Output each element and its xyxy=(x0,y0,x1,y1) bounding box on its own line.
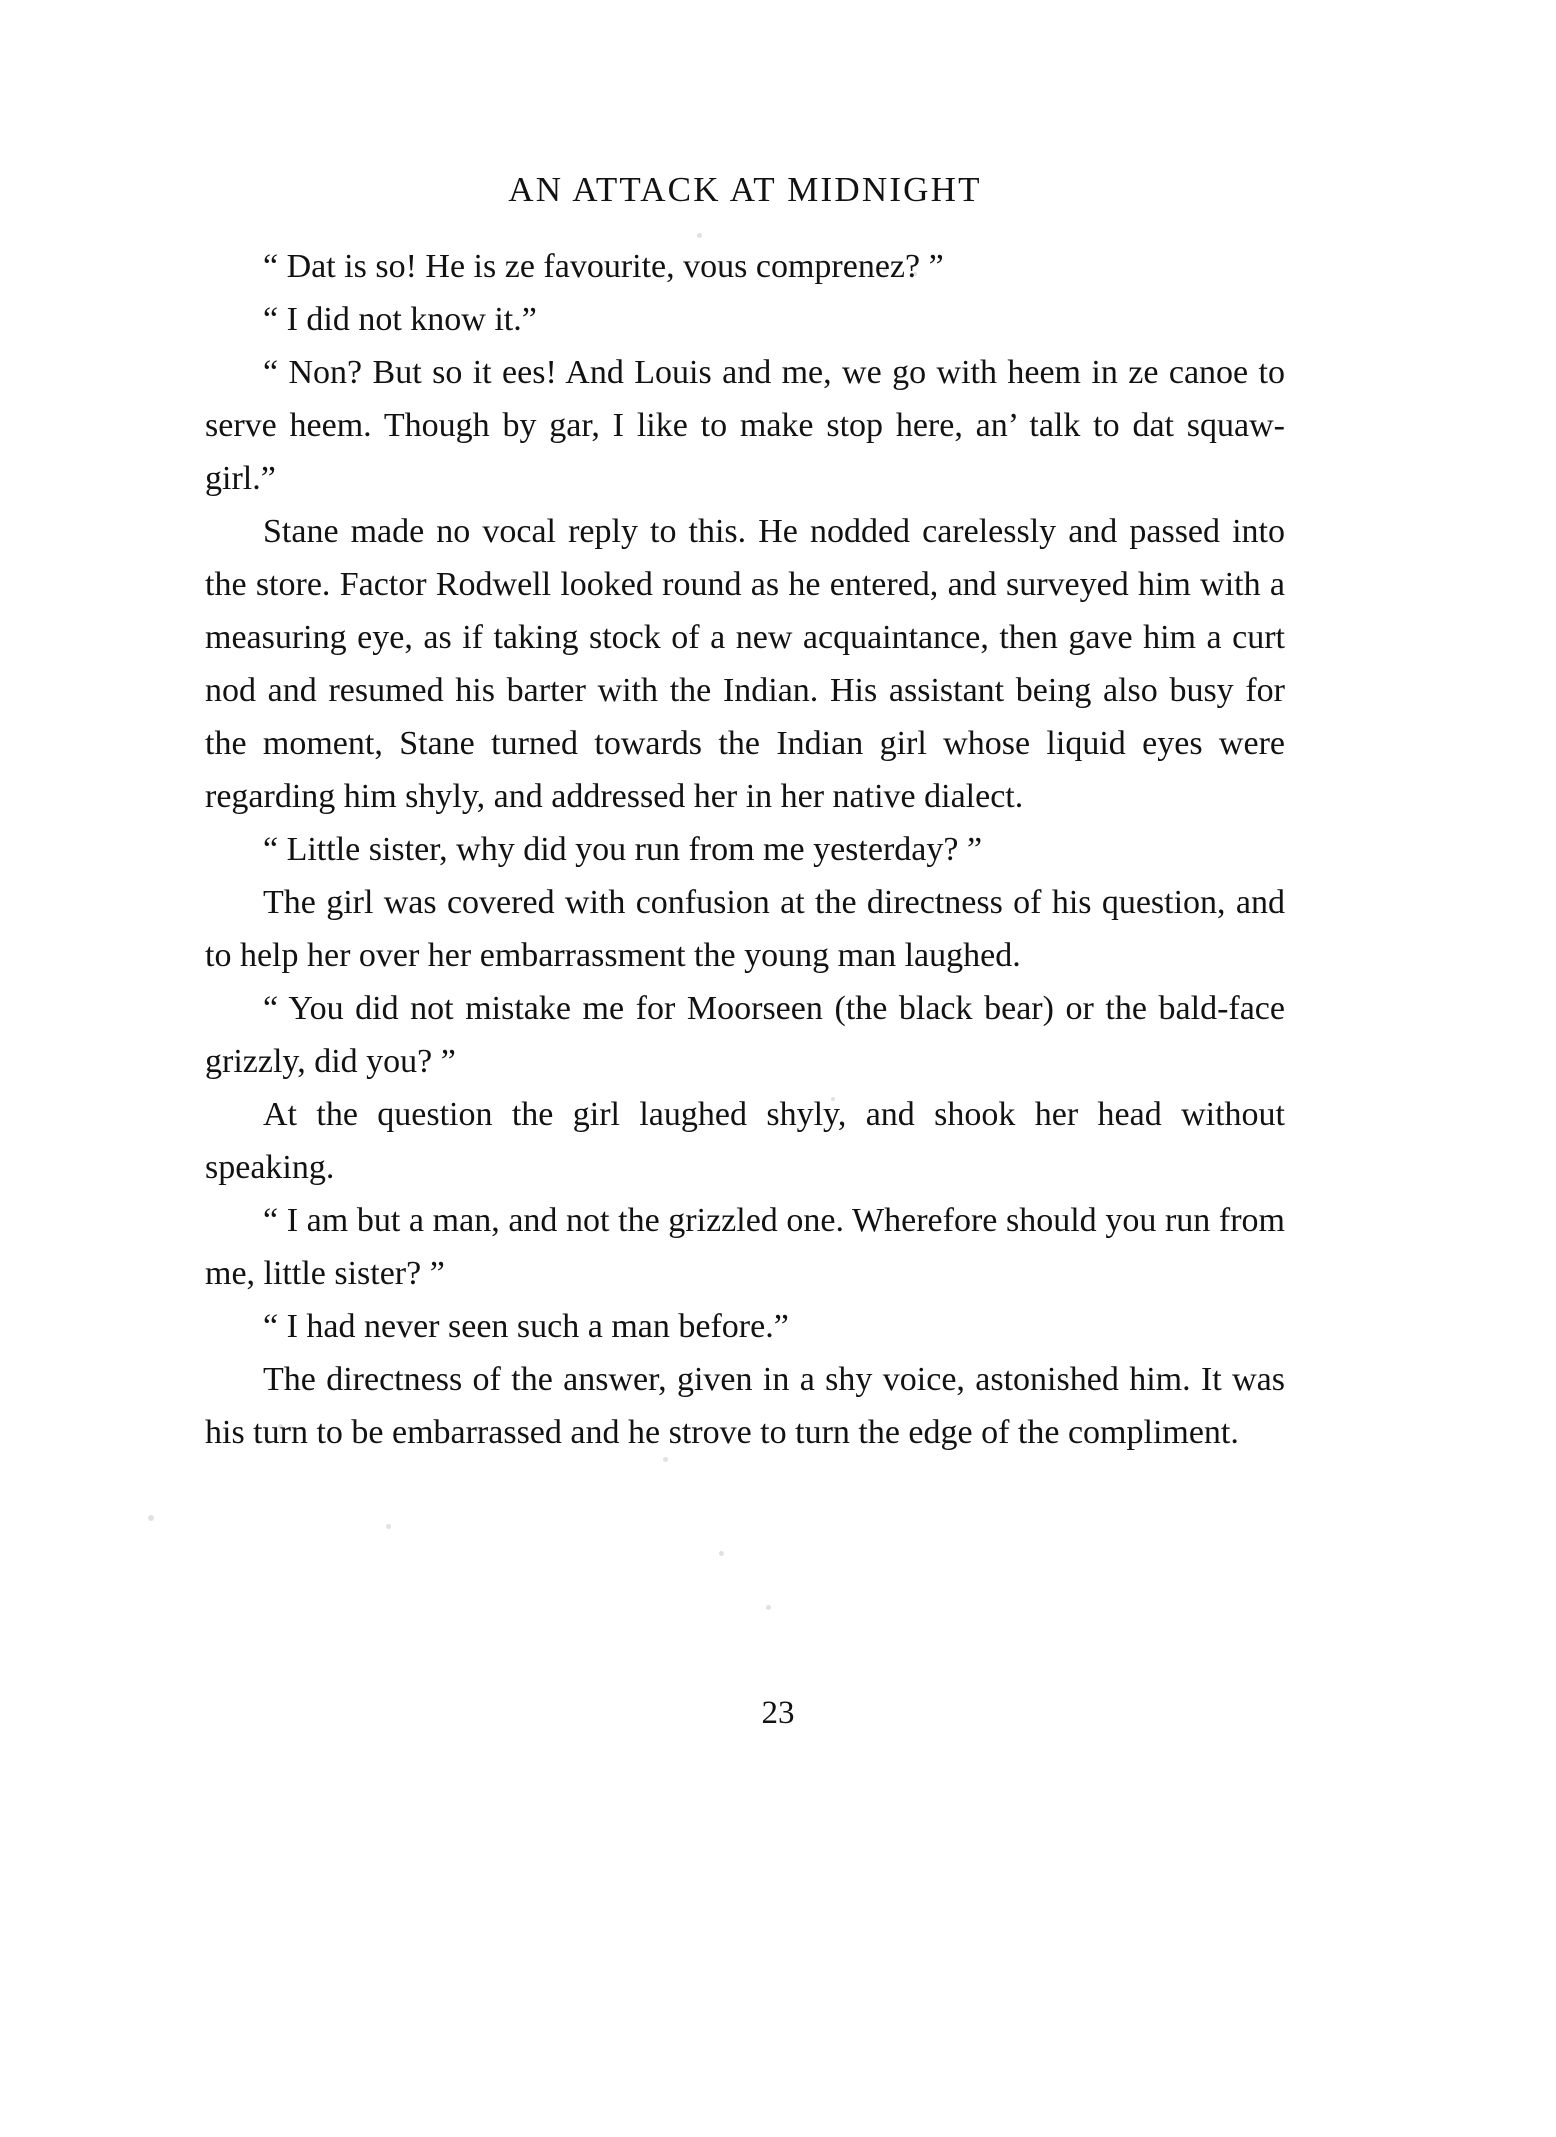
scan-speck xyxy=(148,1515,154,1521)
paragraph: “ I am but a man, and not the grizzled one. Wherefore should you run from me, little sister? ” xyxy=(205,1202,1285,1292)
scan-speck xyxy=(719,1551,724,1556)
scan-speck xyxy=(386,1524,391,1529)
paragraph: “ I did not know it.” xyxy=(263,301,537,338)
running-head: AN ATTACK AT MIDNIGHT xyxy=(508,170,982,209)
paragraph: “ Dat is so! He is ze favourite, vous comprenez? ” xyxy=(263,248,944,285)
paragraph: “ Little sister, why did you run from me yesterday? ” xyxy=(263,831,983,868)
paragraph: “ Non? But so it ees! And Louis and me, we go with heem in ze canoe to serve heem. Though by gar, I like to make stop here, an’ talk to dat squaw-girl.” xyxy=(205,354,1285,497)
paragraph: “ I had never seen such a man before.” xyxy=(263,1308,789,1345)
paragraph: The directness of the answer, given in a shy voice, astonished him. It was his turn to be embarrassed and he strove to turn the edge of the compliment. xyxy=(205,1361,1285,1451)
text-column xyxy=(205,170,1285,1459)
paragraph: “ You did not mistake me for Moorseen (the black bear) or the bald-face grizzly, did you? ” xyxy=(205,990,1285,1080)
scan-speck xyxy=(766,1605,771,1610)
paragraph: The girl was covered with confusion at the directness of his question, and to help her over her embarrassment the young man laughed. xyxy=(205,884,1285,974)
body-text xyxy=(205,240,1285,1459)
page-number: 23 xyxy=(761,1695,795,1731)
paragraph: At the question the girl laughed shyly, and shook her head without speaking. xyxy=(205,1096,1285,1186)
paragraph: Stane made no vocal reply to this. He nodded carelessly and passed into the store. Factor Rodwell looked round as he entered, and surveyed him with a measuring eye, as if taking stock of a new acquaintance, then gave him a curt nod and resumed his barter with the Indian. His assistant being also busy for the moment, Stane turned towards the Indian girl whose liquid eyes were regarding him shyly, and addressed her in her native dialect. xyxy=(205,513,1285,815)
